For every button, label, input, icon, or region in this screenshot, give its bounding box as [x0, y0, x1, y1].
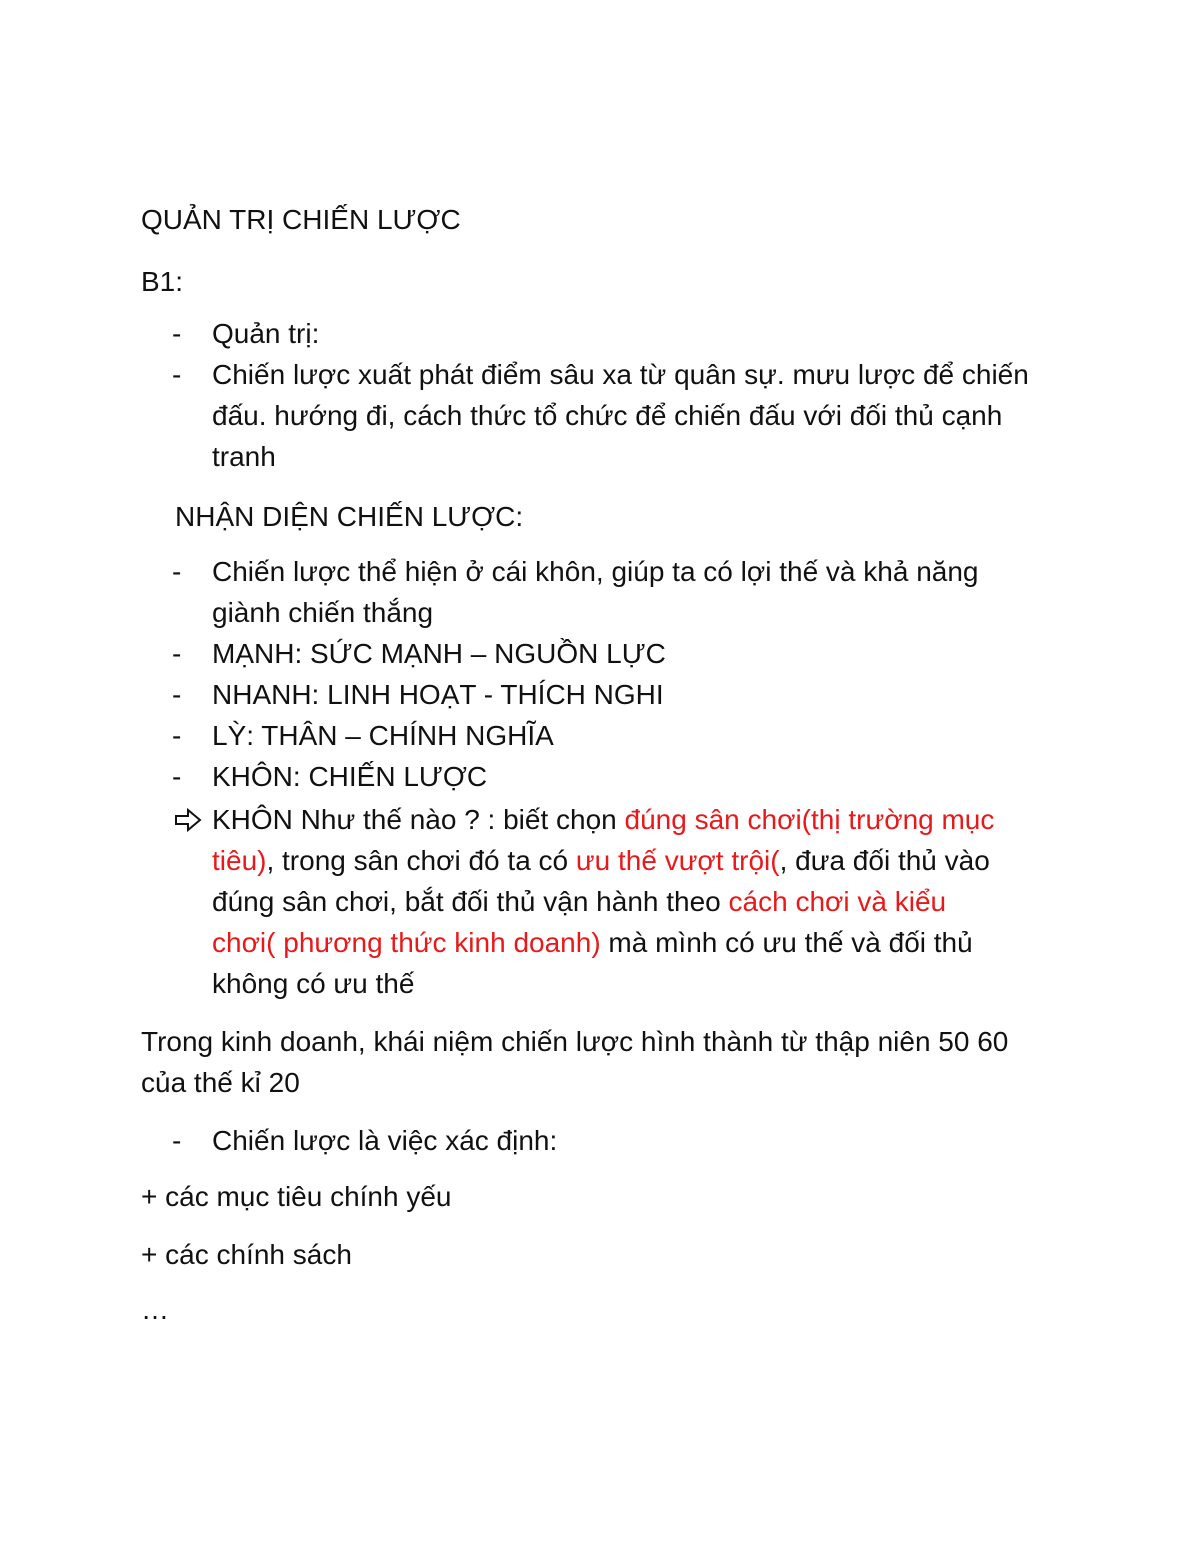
ellipsis: …	[141, 1294, 169, 1325]
bullet-dash: -	[172, 318, 182, 349]
arrow-item-line-2	[212, 841, 990, 881]
nhan-dien-bullet-khon: KHÔN: CHIẾN LƯỢC	[212, 761, 488, 792]
right-arrow-outline-icon	[174, 800, 202, 840]
nhan-dien-bullet-1-line-2: giành chiến thắng	[212, 597, 434, 628]
nhan-dien-bullet-nhanh: NHANH: LINH HOẠT - THÍCH NGHI	[212, 679, 664, 710]
arrow-item-highlight: đúng sân chơi(thị trường mục	[624, 804, 995, 835]
bullet-dash: -	[172, 638, 182, 669]
bullet-dash: -	[172, 556, 182, 587]
plus-item-1: + các mục tiêu chính yếu	[141, 1181, 452, 1212]
b1-bullet-2-line-1: Chiến lược xuất phát điểm sâu xa từ quân sự. mưu lược để chiến	[212, 359, 1029, 390]
nhan-dien-bullet-manh: MẠNH: SỨC MẠNH – NGUỒN LỰC	[212, 638, 666, 669]
bullet-dash: -	[172, 720, 182, 751]
section-nhan-dien-heading: NHẬN DIỆN CHIẾN LƯỢC:	[175, 501, 524, 532]
arrow-item-highlight: cách chơi và kiểu	[728, 886, 947, 917]
arrow-item-text: KHÔN Như thế nào ? : biết chọn	[212, 804, 625, 835]
arrow-item-line-4	[212, 923, 973, 963]
arrow-item-text: , đưa đối thủ vào	[779, 845, 990, 876]
bullet-dash: -	[172, 359, 182, 390]
arrow-item-text: đúng sân chơi, bắt đối thủ vận hành theo	[212, 886, 729, 917]
arrow-item-highlight: chơi( phương thức kinh doanh)	[212, 927, 601, 958]
bullet-dash: -	[172, 761, 182, 792]
bullet-dash: -	[172, 1125, 182, 1156]
nhan-dien-bullet-1-line-1: Chiến lược thể hiện ở cái khôn, giúp ta có lợi thế và khả năng	[212, 556, 979, 587]
arrow-item-highlight: ưu thế vượt trội(	[575, 845, 780, 876]
b1-bullet-2-line-2: đấu. hướng đi, cách thức tổ chức để chiến đấu với đối thủ cạnh	[212, 400, 1003, 431]
bullet-xac-dinh: Chiến lược là việc xác định:	[212, 1125, 558, 1156]
arrow-item-line-3	[212, 882, 946, 922]
plus-item-2: + các chính sách	[141, 1239, 352, 1270]
section-b1-heading: B1:	[141, 266, 184, 297]
arrow-item-line-5: không có ưu thế	[212, 968, 415, 999]
b1-bullet-1: Quản trị:	[212, 318, 320, 349]
paragraph-line-1: Trong kinh doanh, khái niệm chiến lược hình thành từ thập niên 50 60	[141, 1026, 1009, 1057]
b1-bullet-2-line-3: tranh	[212, 441, 276, 472]
arrow-item-text: , trong sân chơi đó ta có	[266, 845, 576, 876]
nhan-dien-bullet-ly: LỲ: THÂN – CHÍNH NGHĨA	[212, 720, 554, 751]
arrow-item-line-1	[212, 800, 994, 840]
document-title: QUẢN TRỊ CHIẾN LƯỢC	[141, 204, 461, 235]
bullet-dash: -	[172, 679, 182, 710]
arrow-item-text: mà mình có ưu thế và đối thủ	[600, 927, 973, 958]
arrow-item-highlight: tiêu)	[212, 845, 267, 876]
paragraph-line-2: của thế kỉ 20	[141, 1067, 300, 1098]
